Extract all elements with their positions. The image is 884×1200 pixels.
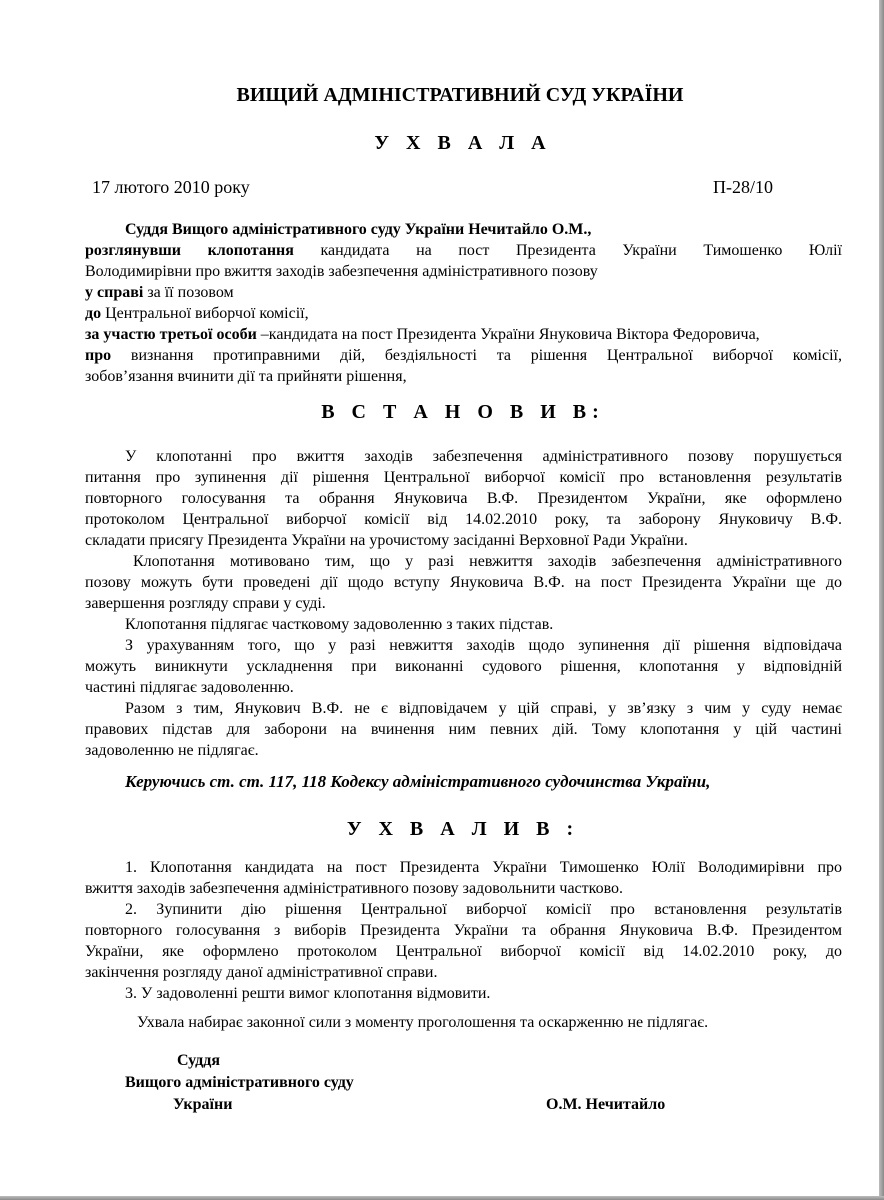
signature-title-line2: Вищого адміністративного суду — [125, 1074, 354, 1091]
considered-label: розглянувши клопотання — [85, 242, 294, 259]
ruled-heading: У Х В А Л И В : — [346, 818, 580, 840]
p5-line: правових підстав для заборони на вчинення ним певних дій. Тому клопотання у цій частині — [85, 721, 842, 738]
ruling-item-1: 1. Клопотання кандидата на пост Президента України Тимошенко Юлії Володимирівни про — [125, 859, 842, 876]
signature-name: О.М. Нечитайло — [546, 1096, 666, 1113]
defendant-line — [85, 303, 842, 324]
p1-line: У клопотанні про вжиття заходів забезпечення адміністративного позову порушується — [125, 448, 842, 465]
page-edge-bottom — [0, 1196, 884, 1200]
third-party-label: за участю третьої особи — [85, 326, 257, 343]
p4-line: можуть виникнути ускладнення при виконанні судового рішення, клопотання у відповідній — [85, 658, 842, 675]
ruling-item-1: вжиття заходів забезпечення адміністративного позову задовольнити частково. — [85, 880, 624, 897]
court-name: ВИЩИЙ АДМІНІСТРАТИВНИЙ СУД УКРАЇНИ — [236, 84, 684, 106]
judge-line: Суддя Вищого адміністративного суду України Нечитайло О.М., — [125, 221, 592, 238]
guided-by-line: Керуючись ст. ст. 117, 118 Кодексу адміністративного судочинства України, — [125, 772, 711, 791]
case-line — [85, 282, 842, 303]
final-clause: Ухвала набирає законної сили з моменту проголошення та оскарженню не підлягає. — [137, 1014, 709, 1031]
third-party-line — [85, 324, 842, 345]
p2-line: позову можуть бути проведені дії щодо вступу Януковича В.Ф. на пост Президента України ще до — [85, 574, 842, 591]
doc-date: 17 лютого 2010 року — [92, 177, 250, 197]
ruling-item-2: України, яке оформлено протоколом Центральної виборчої комісії від 14.02.2010 року, до — [85, 943, 842, 960]
p5-line: задоволенню не підлягає. — [85, 742, 259, 759]
ruling-item-3: 3. У задоволенні решти вимог клопотання відмовити. — [125, 985, 491, 1002]
p1-line: складати присягу Президента України на урочистому засіданні Верховної Ради України. — [85, 532, 688, 549]
intro-block — [85, 219, 842, 387]
p5-line: Разом з тим, Янукович В.Ф. не є відповідачем у цій справі, у зв’язку з чим у суду немає — [125, 700, 842, 717]
ruling-item-2: закінчення розгляду даної адміністративної справи. — [85, 964, 438, 981]
p2-line: Клопотання мотивовано тим, що у разі невжиття заходів забезпечення адміністративного — [133, 553, 842, 570]
subject-line-2: зобов’язання вчинити дії та прийняти рішення, — [85, 368, 407, 385]
p1-line: питання про зупинення дії рішення Центральної виборчої комісії про встановлення результатів — [85, 469, 842, 486]
established-body — [85, 446, 842, 761]
considered-line — [85, 240, 842, 261]
third-party-text: –кандидата на пост Президента України Януковича Віктора Федоровича, — [256, 326, 760, 343]
ruling-item-2: повторного голосування з виборів Президента України та обрання Януковича В.Ф. Президентом — [85, 922, 842, 939]
page-edge-right — [879, 0, 884, 1200]
defendant-text: Центральної виборчої комісії, — [101, 305, 309, 322]
doc-title: У Х В А Л А — [374, 132, 552, 154]
p1-line: протоколом Центральної виборчої комісії від 14.02.2010 року, та заборону Януковичу В.Ф. — [85, 511, 842, 528]
ruling-item-2: 2. Зупинити дію рішення Центральної виборчої комісії про встановлення результатів — [125, 901, 842, 918]
signature-title-line3: України — [173, 1096, 233, 1113]
case-number: П-28/10 — [713, 177, 773, 197]
signature-title-line1: Суддя — [177, 1052, 220, 1069]
subject-text: визнання протиправними дій, бездіяльності та рішення Центральної виборчої комісії, — [111, 347, 842, 364]
p4-line: частині підлягає задоволенню. — [85, 679, 294, 696]
considered-text: кандидата на пост Президента України Тимошенко Юлії — [293, 242, 843, 259]
subject-line — [85, 345, 842, 366]
case-label: у справі — [85, 284, 144, 301]
subject-label: про — [85, 347, 112, 364]
established-heading: В С Т А Н О В И В: — [321, 401, 605, 423]
p2-line: завершення розгляду справи у суді. — [85, 595, 326, 612]
ruled-body — [85, 857, 842, 1033]
considered-line-2: Володимирівни про вжиття заходів забезпечення адміністративного позову — [85, 263, 598, 280]
case-text: за її позовом — [143, 284, 234, 301]
p1-line: повторного голосування та обрання Януковича В.Ф. Президентом України, яке оформлено — [85, 490, 842, 507]
defendant-label: до — [85, 305, 102, 322]
p4-line: З урахуванням того, що у разі невжиття заходів щодо зупинення дії рішення відповідача — [125, 637, 842, 654]
p3-line: Клопотання підлягає частковому задоволенню з таких підстав. — [125, 616, 554, 633]
